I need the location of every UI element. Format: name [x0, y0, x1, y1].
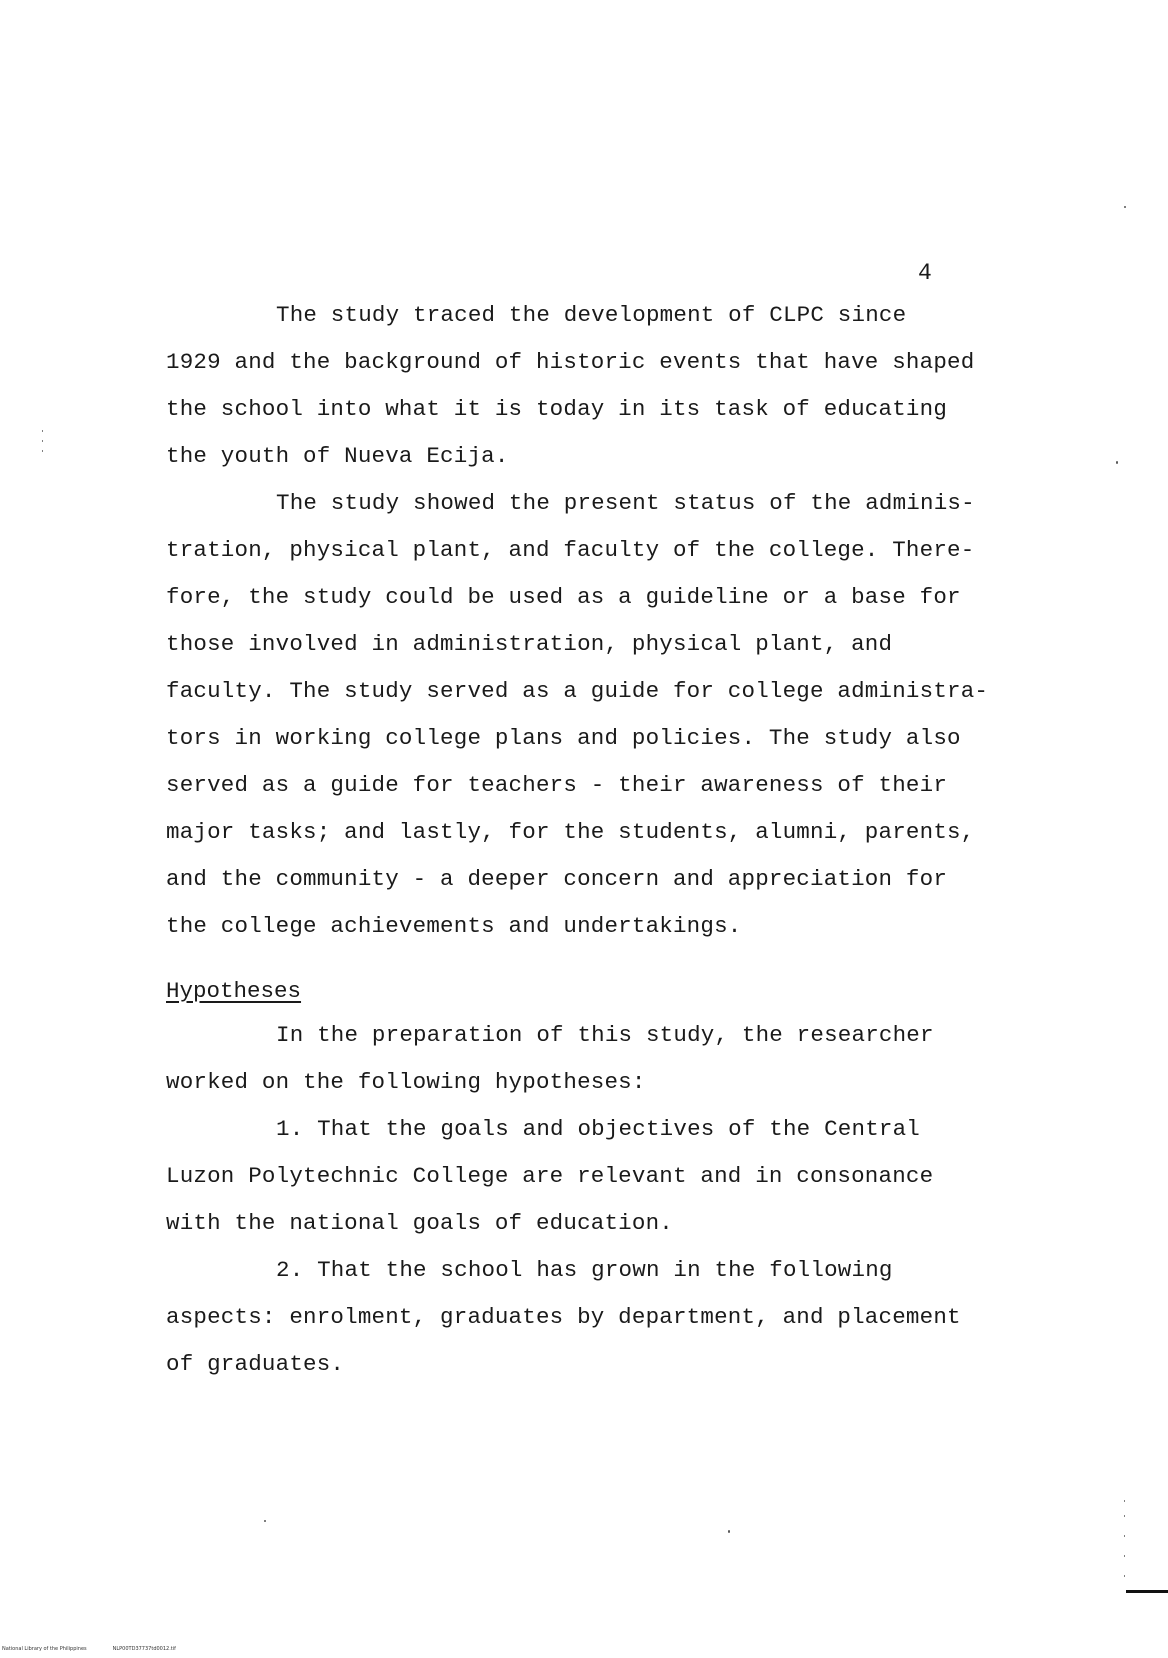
text-line: with the national goals of education. [166, 1210, 673, 1236]
hypothesis-item-2 [166, 1247, 1046, 1388]
text-line: 1. That the goals and objectives of the Central [276, 1116, 921, 1142]
paragraph-significance [166, 480, 1046, 950]
scan-speck [1124, 1500, 1125, 1502]
paragraph-development [166, 292, 1046, 480]
text-line: The study traced the development of CLPC since [276, 302, 907, 328]
hypothesis-item-1 [166, 1106, 1046, 1247]
scan-speck [1124, 1555, 1125, 1557]
scan-footer [2, 1646, 176, 1652]
text-line: aspects: enrolment, graduates by department, and placement [166, 1304, 961, 1330]
scan-speck [1124, 1515, 1125, 1517]
scan-speck [728, 1530, 730, 1533]
footer-library: National Library of the Philippines [2, 1646, 87, 1652]
text-line: the youth of Nueva Ecija. [166, 443, 509, 469]
scan-speck [1124, 1535, 1125, 1537]
text-line: major tasks; and lastly, for the students, alumni, parents, [166, 819, 975, 845]
text-line: tors in working college plans and policies. The study also [166, 725, 961, 751]
text-line: faculty. The study served as a guide for college administra- [166, 678, 989, 704]
scan-speck [1116, 461, 1118, 464]
scan-speck [42, 430, 43, 432]
paragraph-hypotheses-intro [166, 1012, 1046, 1106]
scan-edge-mark [1126, 1590, 1168, 1593]
text-line: those involved in administration, physical plant, and [166, 631, 893, 657]
text-line: and the community - a deeper concern and appreciation for [166, 866, 948, 892]
text-line: 2. That the school has grown in the following [276, 1257, 893, 1283]
text-line: tration, physical plant, and faculty of the college. There- [166, 537, 975, 563]
text-line: Luzon Polytechnic College are relevant and in consonance [166, 1163, 934, 1189]
text-line: the school into what it is today in its task of educating [166, 396, 948, 422]
text-line: of graduates. [166, 1351, 345, 1377]
footer-filename: NLP00TD37737td0012.tif [112, 1646, 176, 1652]
text-line: 1929 and the background of historic events that have shaped [166, 349, 975, 375]
scan-speck [264, 1520, 266, 1522]
text-line: fore, the study could be used as a guideline or a base for [166, 584, 961, 610]
text-line: In the preparation of this study, the researcher [276, 1022, 934, 1048]
text-line: The study showed the present status of the adminis- [276, 490, 975, 516]
scan-speck [42, 440, 43, 442]
scan-speck [42, 450, 43, 452]
page-number: 4 [918, 260, 932, 286]
text-line: served as a guide for teachers - their awareness of their [166, 772, 948, 798]
text-line: worked on the following hypotheses: [166, 1069, 646, 1095]
scan-speck [1124, 206, 1126, 208]
scan-speck [1124, 1575, 1125, 1577]
text-line: the college achievements and undertakings. [166, 913, 742, 939]
section-heading-hypotheses: Hypotheses [166, 978, 302, 1004]
